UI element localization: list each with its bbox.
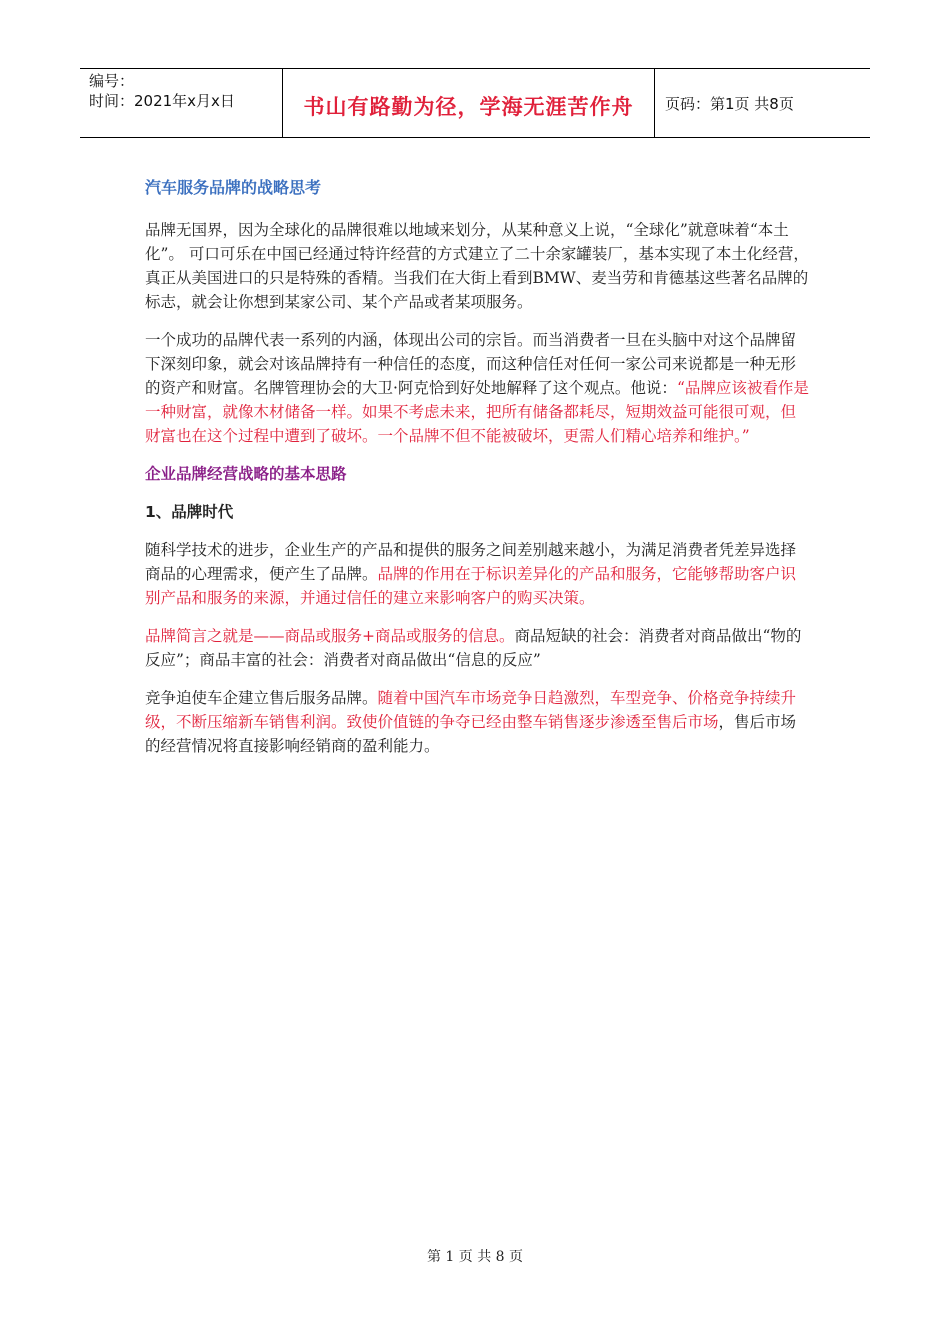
paragraph-4-highlight: 品牌简言之就是——商品或服务+商品或服务的信息。 [145,627,515,645]
paragraph-3 [145,538,810,610]
paragraph-3-highlight: 品牌的作用在于标识差异化的产品和服务，它能够帮助客户识别产品和服务的来源，并通过信任的建立来影响客户的购买决策。 [145,565,797,607]
paragraph-2-quote: “品牌应该被看作是一种财富，就像木材储备一样。如果不考虑未来，把所有储备都耗尽，短期效益可能很可观，但财富也在这个过程中遭到了破坏。一个品牌不但不能被破坏，更需人们精心培养和维护。” [145,379,809,445]
header-page-info: 页码：第1页 共8页 [665,94,794,113]
paragraph-2-text: 一个成功的品牌代表一系列的内涵，体现出公司的宗旨。而当消费者一旦在头脑中对这个品牌留下深刻印象，就会对该品牌持有一种信任的态度，而这种信任对任何一家公司来说都是一种无形的资产和财富。名牌管理协会的大卫·阿克恰到好处地解释了这个观点。他说： [145,331,797,397]
paragraph-4 [145,624,810,672]
document-body [145,176,810,772]
document-title: 汽车服务品牌的战略思考 [145,178,322,197]
paragraph-2 [145,328,810,448]
section-heading: 企业品牌经营战略的基本思路 [145,465,347,483]
page-footer: 第 1 页 共 8 页 [426,1249,524,1265]
paragraph-4-text: 商品短缺的社会：消费者对商品做出“物的反应”；商品丰富的社会：消费者对商品做出“信息的反应” [145,627,802,669]
header-motto: 书山有路勤为径，学海无涯苦作舟 [303,95,634,119]
number-label: 编号： [89,72,135,90]
document-header [80,68,870,138]
paragraph-1: 品牌无国界，因为全球化的品牌很难以地域来划分，从某种意义上说，“全球化”就意味着“本土化”。 可口可乐在中国已经通过特许经营的方式建立了二十余家罐装厂，基本实现了本土化经营，真正从美国进口的只是特殊的香精。当我们在大街上看到BMW、麦当劳和肯德基这些著名品牌的标志，就会让你想到某家公司、某个产品或者某项服务。 [145,221,809,311]
header-meta [80,69,282,137]
subsection-heading: 1、品牌时代 [145,503,234,521]
paragraph-5-text-a: 竞争迫使车企建立售后服务品牌。 [145,689,378,707]
time-label: 时间：2021年x月x日 [89,92,235,110]
paragraph-5-highlight: 随着中国汽车市场竞争日趋激烈，车型竞争、价格竞争持续升级，不断压缩新车销售利润。致使价值链的争夺已经由整车销售逐步渗透至售后市场 [145,689,797,731]
paragraph-3-text: 随科学技术的进步，企业生产的产品和提供的服务之间差别越来越小，为满足消费者凭差异选择商品的心理需求，便产生了品牌。 [145,541,797,583]
paragraph-5 [145,686,810,758]
paragraph-5-text-b: ，售后市场的经营情况将直接影响经销商的盈利能力。 [145,713,797,755]
header-motto-cell [282,69,655,137]
